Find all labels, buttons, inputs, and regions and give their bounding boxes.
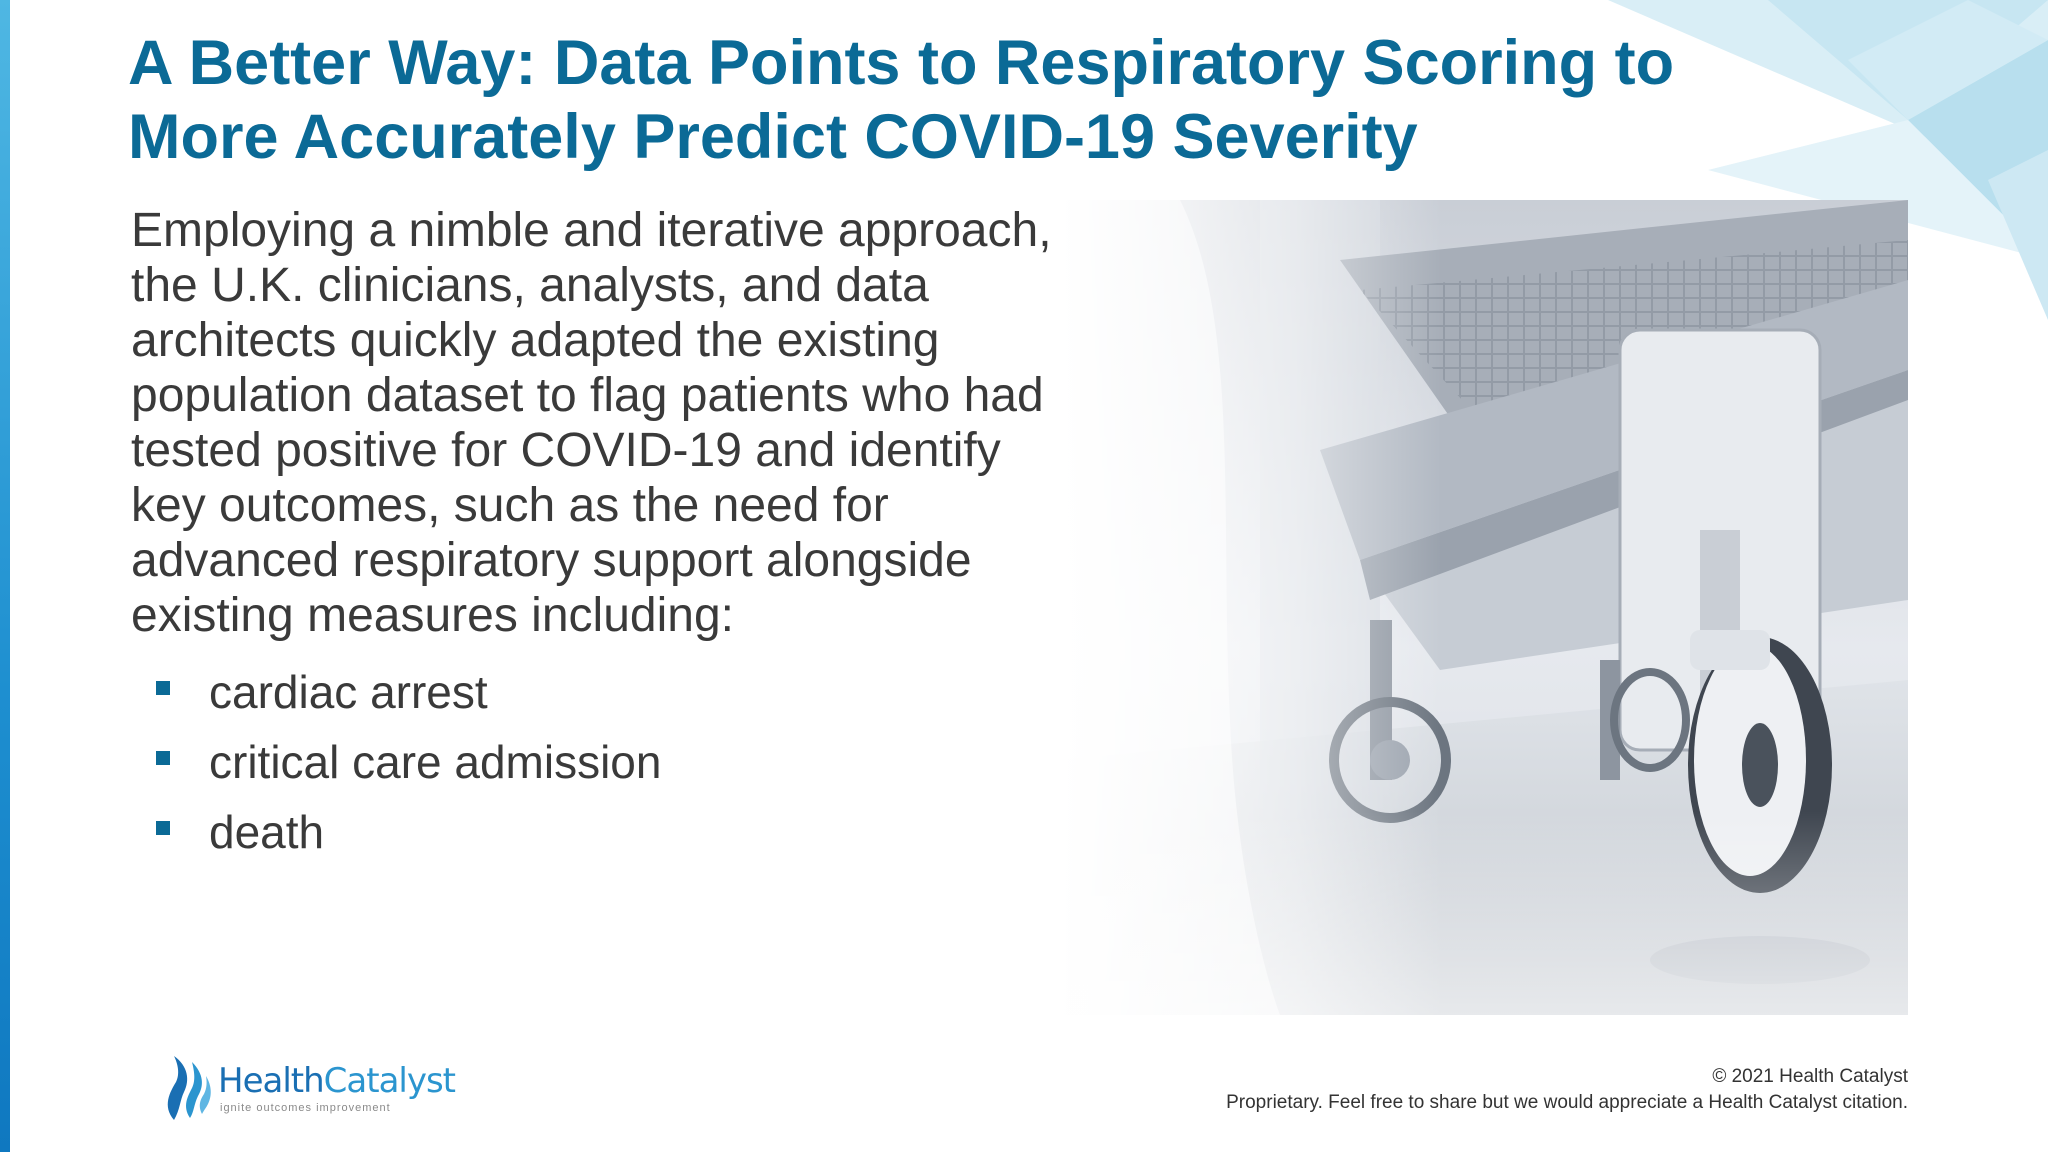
bullet-text: cardiac arrest	[209, 666, 488, 718]
bullet-text: death	[209, 806, 325, 858]
square-bullet-icon	[156, 751, 170, 765]
copyright-text: © 2021 Health Catalyst	[1712, 1066, 1908, 1087]
left-accent-bar	[0, 0, 10, 1152]
logo-word-health: Health	[218, 1061, 324, 1101]
logo-tagline: ignite outcomes improvement	[220, 1102, 391, 1114]
body-line: architects quickly adapted the existing	[131, 314, 940, 367]
body-line: the U.K. clinicians, analysts, and data	[131, 259, 929, 312]
title-line: A Better Way: Data Points to Respiratory Scoring to	[128, 28, 1675, 98]
health-catalyst-logo	[160, 1052, 480, 1122]
logo-word-catalyst: Catalyst	[323, 1061, 456, 1101]
body-paragraph	[131, 203, 1131, 643]
body-line: population dataset to flag patients who had	[131, 369, 1044, 422]
slide-title	[128, 26, 1928, 174]
body-line: advanced respiratory support alongside	[131, 534, 972, 587]
proprietary-notice: Proprietary. Feel free to share but we would appreciate a Health Catalyst citation.	[1226, 1092, 1908, 1113]
body-line: tested positive for COVID-19 and identify	[131, 424, 1001, 477]
hospital-gurney-photo	[1060, 200, 1908, 1015]
flame-logo-icon	[160, 1052, 212, 1122]
footer	[1226, 1064, 1908, 1116]
logo-wordmark	[218, 1062, 455, 1100]
title-line: More Accurately Predict COVID-19 Severity	[128, 102, 1418, 172]
square-bullet-icon	[156, 681, 170, 695]
body-line: existing measures including:	[131, 589, 734, 642]
body-line: Employing a nimble and iterative approach,	[131, 204, 1052, 257]
bullet-text: critical care admission	[209, 736, 662, 788]
body-line: key outcomes, such as the need for	[131, 479, 889, 532]
square-bullet-icon	[156, 821, 170, 835]
